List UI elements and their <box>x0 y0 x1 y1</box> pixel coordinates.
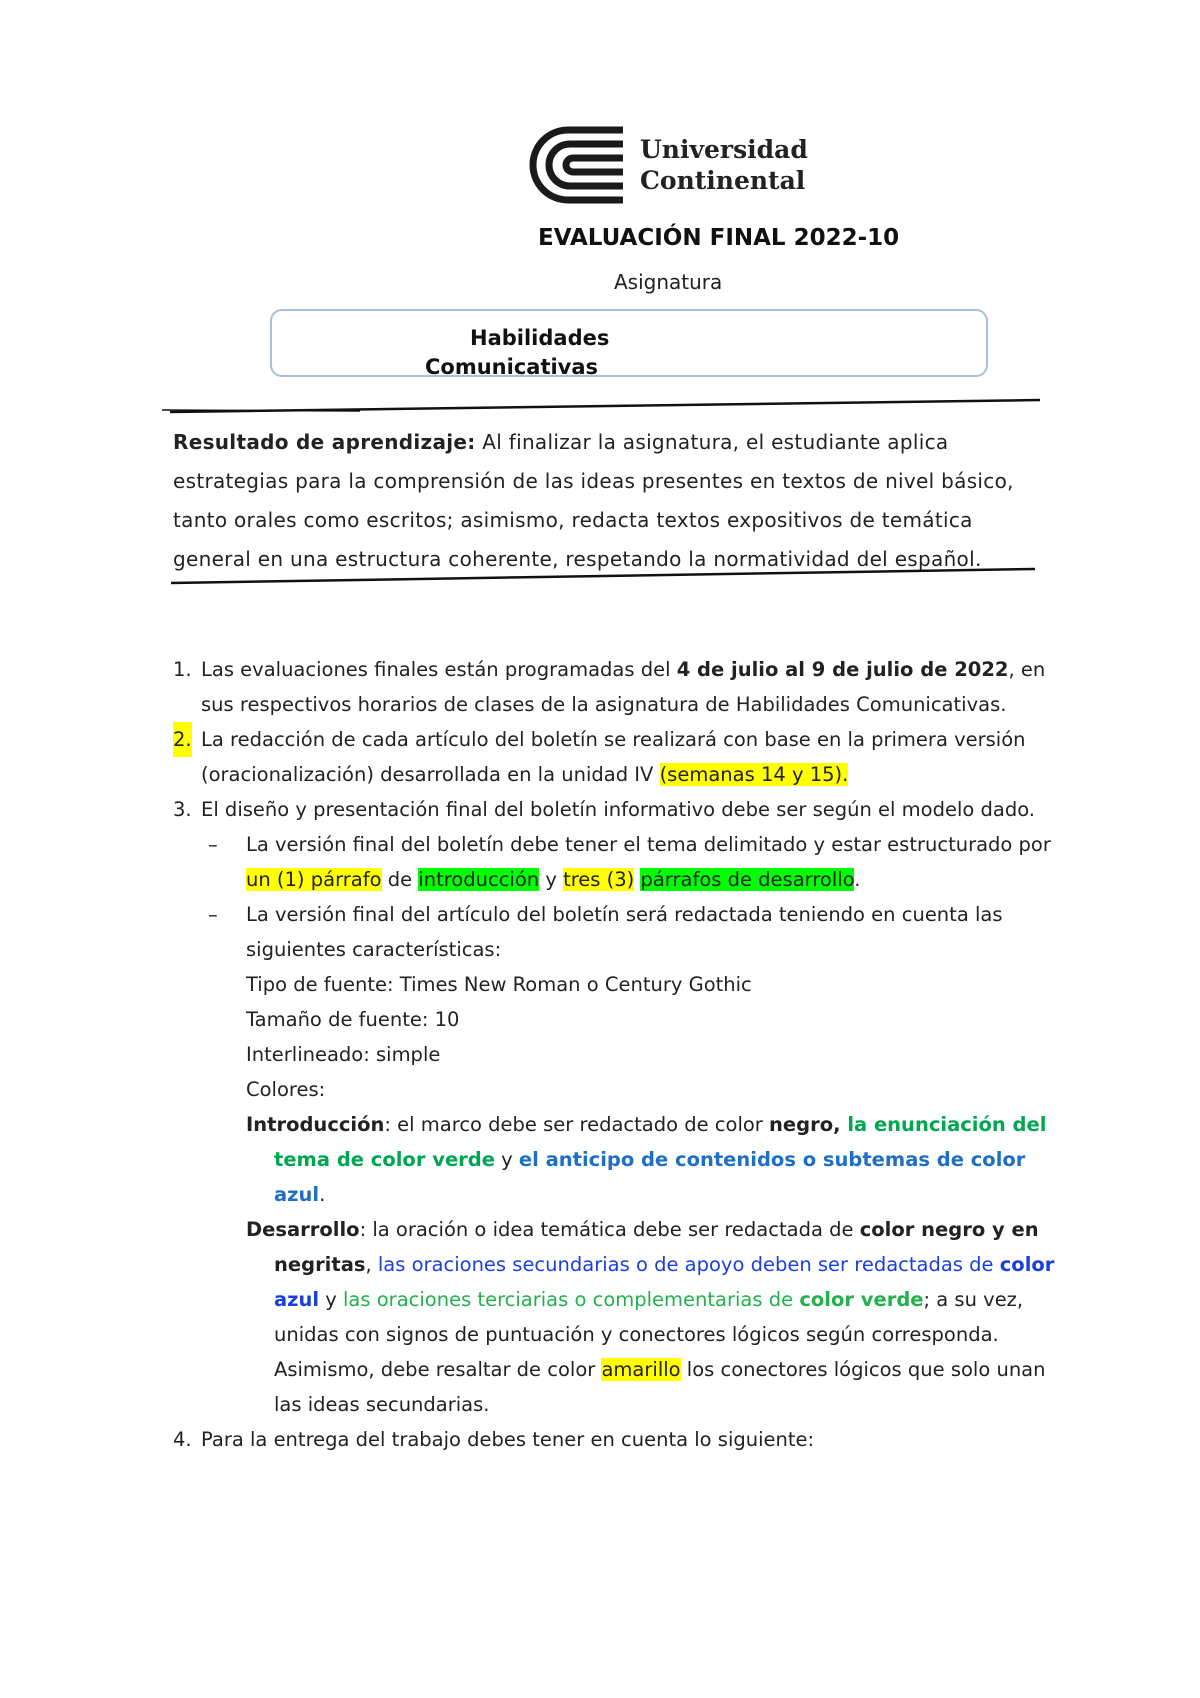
logo-line-1: Universidad <box>640 135 808 164</box>
development-blue: las oraciones secundarias o de apoyo deben ser redactadas de <box>377 1253 1000 1276</box>
list-number: 4. <box>173 1428 192 1451</box>
learning-outcome <box>173 423 1053 579</box>
page-title: EVALUACIÓN FINAL 2022-10 <box>538 225 900 251</box>
intro-blue: el anticipo de contenidos o subtemas de color azul <box>274 1148 1026 1206</box>
sub-item-text: La versión final del artículo del boletín será redactada teniendo en cuenta las siguientes características: <box>246 903 1003 961</box>
list-item-text: Para la entrega del trabajo debes tener en cuenta lo siguiente: <box>201 1428 815 1451</box>
development-text: ; a su vez, unidas con signos de puntuación y conectores lógicos según corresponda. Asimismo, debe resaltar de color <box>274 1288 1024 1381</box>
list-item-1 <box>173 652 1063 722</box>
intro-text: . <box>319 1183 326 1206</box>
sub-item-text: de <box>381 868 419 891</box>
list-number: 1. <box>173 658 192 681</box>
list-item-text: Las evaluaciones finales están programadas del <box>201 658 677 681</box>
list-item-3 <box>173 792 1063 827</box>
development-text: : la oración o idea temática debe ser redactada de <box>359 1218 860 1241</box>
development-green-bold: color verde <box>799 1288 924 1311</box>
subject-name-line-1: Habilidades <box>470 326 610 350</box>
list-item-text: El diseño y presentación final del boletín informativo debe ser según el modelo dado. <box>201 798 1036 821</box>
development-rule <box>173 1212 1063 1422</box>
list-item-text: , en sus respectivos horarios de clases de la asignatura de Habilidades Comunicativas. <box>201 658 1046 716</box>
development-text: y <box>319 1288 344 1311</box>
sub-item-1 <box>173 827 1063 897</box>
subject-name-line-2: Comunicativas <box>425 355 599 379</box>
subject-box <box>270 309 988 377</box>
intro-rule <box>173 1107 1063 1212</box>
highlight-green: introducción <box>418 868 540 891</box>
learning-outcome-label: Resultado de aprendizaje: <box>173 430 476 454</box>
colors-heading: Colores: <box>246 1078 326 1101</box>
highlight-green: párrafos de desarrollo <box>640 868 855 891</box>
list-item-2 <box>173 722 1063 792</box>
intro-text: : el marco debe ser redactado de color <box>384 1113 770 1136</box>
highlight-yellow: un (1) párrafo <box>246 868 382 891</box>
weeks-highlight: (semanas 14 y 15). <box>659 763 849 786</box>
university-logo <box>528 124 808 206</box>
sub-item-2 <box>173 897 1063 967</box>
exam-dates: 4 de julio al 9 de julio de 2022 <box>676 658 1009 681</box>
logo-wordmark <box>640 134 808 196</box>
sub-item-text: La versión final del boletín debe tener el tema delimitado y estar estructurado por <box>246 833 1051 856</box>
development-text: los conectores lógicos que solo unan las ideas secundarias. <box>274 1358 1046 1416</box>
logo-line-2: Continental <box>640 166 806 195</box>
sub-item-text: y <box>539 868 564 891</box>
subject-name <box>425 324 609 382</box>
development-text: , <box>365 1253 378 1276</box>
logo-mark-icon <box>528 124 628 206</box>
list-item-text: La redacción de cada artículo del boletín se realizará con base en la primera versión (oracionalización) desarrollada en la unidad IV <box>201 728 1026 786</box>
development-black: color negro y en negritas <box>274 1218 1039 1276</box>
intro-text: y <box>494 1148 519 1171</box>
font-type: Tipo de fuente: Times New Roman o Century Gothic <box>246 973 752 996</box>
dash-bullet: – <box>208 903 218 926</box>
line-spacing: Interlineado: simple <box>246 1043 441 1066</box>
list-item-4 <box>173 1422 1063 1457</box>
instructions <box>173 652 1063 1457</box>
top-divider <box>160 396 1060 414</box>
dash-bullet: – <box>208 833 218 856</box>
highlight-yellow: tres (3) <box>563 868 635 891</box>
development-blue-bold: color azul <box>274 1253 1055 1311</box>
font-size: Tamaño de fuente: 10 <box>246 1008 460 1031</box>
list-number: 3. <box>173 798 192 821</box>
intro-green: la enunciación del tema de color verde <box>274 1113 1047 1171</box>
list-number: 2. <box>173 722 192 757</box>
development-label: Desarrollo <box>246 1218 360 1241</box>
bottom-divider <box>165 563 1045 585</box>
intro-label: Introducción <box>246 1113 385 1136</box>
learning-outcome-text: Al finalizar la asignatura, el estudiante aplica estrategias para la comprensión de las ideas presentes en textos de nivel básico, tanto orales como escritos; asimismo, redacta textos expositivos de temática general en una estructura coherente, respetando la normatividad del español. <box>173 430 1014 571</box>
subject-label: Asignatura <box>614 270 723 294</box>
development-green: las oraciones terciarias o complementarias de <box>343 1288 800 1311</box>
intro-black: negro, <box>769 1113 841 1136</box>
highlight-yellow: amarillo <box>601 1358 681 1381</box>
sub-item-text: . <box>854 868 861 891</box>
